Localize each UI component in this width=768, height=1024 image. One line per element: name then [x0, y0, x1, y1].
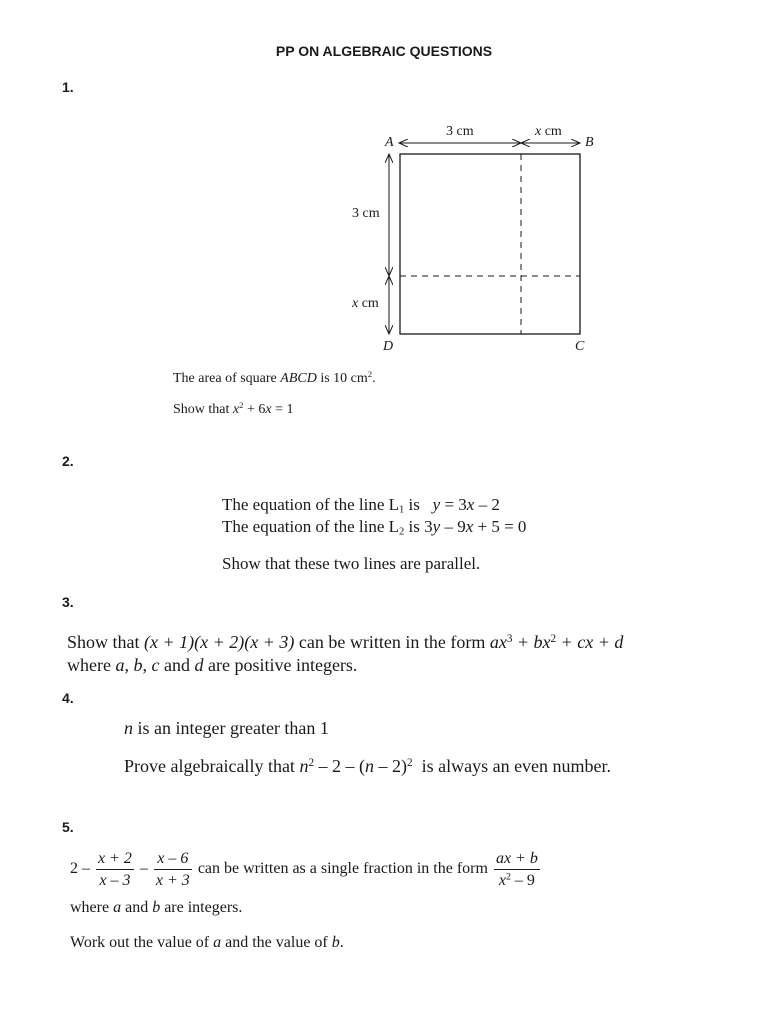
vertex-b-label: B	[585, 135, 594, 150]
vertex-a-label: A	[385, 135, 394, 150]
question-number-4: 4.	[62, 690, 74, 706]
q4-integer-statement: n is an integer greater than 1	[124, 718, 329, 738]
q5-where-clause: where a and b are integers.	[70, 899, 243, 916]
q5-work-out: Work out the value of a and the value of b.	[70, 934, 344, 951]
fraction-x-minus-6-over-x-plus-3: $\frac{x - 6}{x + 3}$	[155, 850, 190, 889]
top-length-3cm: 3 cm	[446, 124, 474, 139]
fraction-ax-plus-b-over-x2-minus-9: $\frac{ax + b}{x^2 - 9}$	[495, 850, 538, 889]
top-length-x-cm: x cm	[535, 124, 562, 139]
question-number-3: 3.	[62, 594, 74, 610]
q2-instruction: Show that these two lines are parallel.	[222, 554, 481, 573]
q1-area-statement: The area of square ABCD is 10 $cm^2$.	[173, 369, 376, 386]
q2-line-l2: The equation of the line $L_2$ is 3y – 9x + 5 = 0	[222, 517, 527, 538]
page-title: PP ON ALGEBRAIC QUESTIONS	[275, 43, 493, 59]
question-number-5: 5.	[62, 819, 74, 835]
side-length-x-cm: x cm	[352, 296, 379, 311]
q3-where-clause: where a, b, c and d are positive integers.	[67, 655, 358, 675]
q2-line-l1: The equation of the line $L_1$ is y = 3x – 2	[222, 495, 500, 516]
q5-expression: 2 – $\frac{x + 2}{x - 3}$ – $\frac{x - 6}{x + 3}$ can be written as a single fraction in the form $\frac{ax + b}{x^2 - 9}$	[70, 850, 538, 889]
question-number-2: 2.	[62, 453, 74, 469]
q4-prove-statement: Prove algebraically that $n^2 - 2 - (n - 2)^2$ is always an even number.	[124, 756, 612, 776]
vertex-d-label: D	[383, 339, 394, 354]
side-length-3cm: 3 cm	[352, 206, 380, 221]
q1-show-that: Show that $x^2 + 6x = 1$	[173, 400, 294, 417]
square-outline	[400, 154, 580, 334]
question-number-1: 1.	[62, 79, 74, 95]
vertex-c-label: C	[575, 339, 585, 354]
q3-show-that: Show that (x + 1)(x + 2)(x + 3) can be written in the form $ax^3 + bx^2$ + cx + d	[67, 632, 624, 652]
fraction-x-plus-2-over-x-minus-3: $\frac{x + 2}{x - 3}$	[98, 850, 132, 889]
